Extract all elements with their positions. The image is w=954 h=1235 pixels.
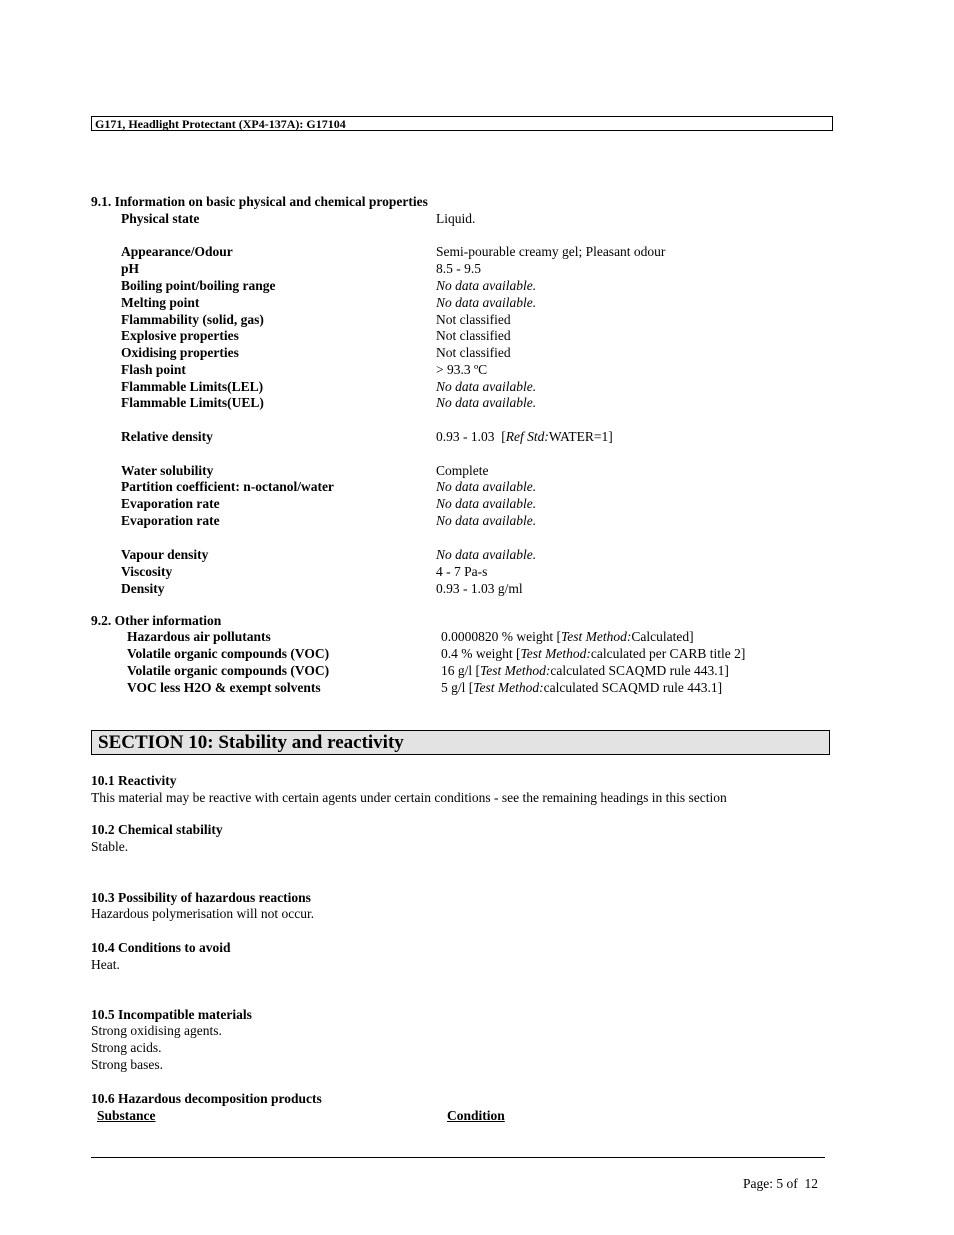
prop-value-melting-point: No data available. <box>436 295 537 310</box>
section-10-1-heading: 10.1 Reactivity <box>91 773 177 788</box>
prop-value-uel: No data available. <box>436 395 537 410</box>
section-9-1-heading: 9.1. Information on basic physical and chemical properties <box>91 194 428 209</box>
other-label-voc-1: Volatile organic compounds (VOC) <box>127 646 330 661</box>
other-label-hap: Hazardous air pollutants <box>127 629 271 644</box>
prop-label-flammability: Flammability (solid, gas) <box>121 312 264 327</box>
prop-label-water-solubility: Water solubility <box>121 463 214 478</box>
prop-label-viscosity: Viscosity <box>121 564 173 579</box>
prop-label-physical-state: Physical state <box>121 211 200 226</box>
prop-value-evaporation-rate-2: No data available. <box>436 513 537 528</box>
section-9-2-heading: 9.2. Other information <box>91 613 222 628</box>
section-10-2-text: Stable. <box>91 839 129 854</box>
prop-value-flash-point: > 93.3 ºC <box>436 362 488 377</box>
section-10-3-heading: 10.3 Possibility of hazardous reactions <box>91 890 311 905</box>
incompatible-item: Strong bases. <box>91 1057 163 1072</box>
prop-label-oxidising: Oxidising properties <box>121 345 239 360</box>
prop-label-appearance: Appearance/Odour <box>121 244 233 259</box>
column-header-substance: Substance <box>97 1108 156 1123</box>
other-label-voc-2: Volatile organic compounds (VOC) <box>127 663 330 678</box>
other-label-voc-less-water: VOC less H2O & exempt solvents <box>127 680 321 695</box>
prop-value-relative-density: 0.93 - 1.03 [Ref Std:WATER=1] <box>436 429 613 444</box>
prop-label-explosive: Explosive properties <box>121 328 239 343</box>
other-value-hap: 0.0000820 % weight [Test Method:Calculated] <box>441 629 694 644</box>
page-number: Page: 5 of 12 <box>743 1176 818 1191</box>
section-10-5-heading: 10.5 Incompatible materials <box>91 1007 252 1022</box>
section-10-title-bar: SECTION 10: Stability and reactivity <box>91 730 830 755</box>
document-header: G171, Headlight Protectant (XP4-137A): G17104 <box>91 116 833 131</box>
prop-label-density: Density <box>121 581 165 596</box>
other-value-voc-less-water: 5 g/l [Test Method:calculated SCAQMD rule 443.1] <box>441 680 723 695</box>
incompatible-item: Strong acids. <box>91 1040 162 1055</box>
prop-label-evaporation-rate-2: Evaporation rate <box>121 513 220 528</box>
section-10-4-text: Heat. <box>91 957 120 972</box>
section-10-6-heading: 10.6 Hazardous decomposition products <box>91 1091 322 1106</box>
prop-label-ph: pH <box>121 261 140 276</box>
prop-label-boiling-point: Boiling point/boiling range <box>121 278 276 293</box>
section-10-2-heading: 10.2 Chemical stability <box>91 822 223 837</box>
section-10-4-heading: 10.4 Conditions to avoid <box>91 940 231 955</box>
prop-value-flammability: Not classified <box>436 312 511 327</box>
prop-label-melting-point: Melting point <box>121 295 200 310</box>
incompatible-item: Strong oxidising agents. <box>91 1023 222 1038</box>
section-10-1-text: This material may be reactive with certain agents under certain conditions - see the remaining headings in this section <box>91 790 727 805</box>
prop-value-oxidising: Not classified <box>436 345 511 360</box>
section-10-3-text: Hazardous polymerisation will not occur. <box>91 906 315 921</box>
prop-label-vapour-density: Vapour density <box>121 547 209 562</box>
prop-value-density: 0.93 - 1.03 g/ml <box>436 581 523 596</box>
prop-value-lel: No data available. <box>436 379 537 394</box>
column-header-condition: Condition <box>447 1108 505 1123</box>
footer-divider <box>91 1157 825 1158</box>
prop-value-explosive: Not classified <box>436 328 511 343</box>
prop-label-partition-coefficient: Partition coefficient: n-octanol/water <box>121 479 334 494</box>
prop-value-appearance: Semi-pourable creamy gel; Pleasant odour <box>436 244 666 259</box>
prop-value-vapour-density: No data available. <box>436 547 537 562</box>
prop-value-physical-state: Liquid. <box>436 211 476 226</box>
prop-label-lel: Flammable Limits(LEL) <box>121 379 264 394</box>
prop-value-viscosity: 4 - 7 Pa-s <box>436 564 488 579</box>
prop-value-boiling-point: No data available. <box>436 278 537 293</box>
prop-label-relative-density: Relative density <box>121 429 213 444</box>
prop-value-ph: 8.5 - 9.5 <box>436 261 481 276</box>
prop-label-evaporation-rate: Evaporation rate <box>121 496 220 511</box>
prop-value-water-solubility: Complete <box>436 463 489 478</box>
other-value-voc-2: 16 g/l [Test Method:calculated SCAQMD rule 443.1] <box>441 663 729 678</box>
prop-value-evaporation-rate: No data available. <box>436 496 537 511</box>
prop-label-uel: Flammable Limits(UEL) <box>121 395 264 410</box>
prop-value-partition-coefficient: No data available. <box>436 479 537 494</box>
prop-label-flash-point: Flash point <box>121 362 186 377</box>
other-value-voc-1: 0.4 % weight [Test Method:calculated per CARB title 2] <box>441 646 746 661</box>
